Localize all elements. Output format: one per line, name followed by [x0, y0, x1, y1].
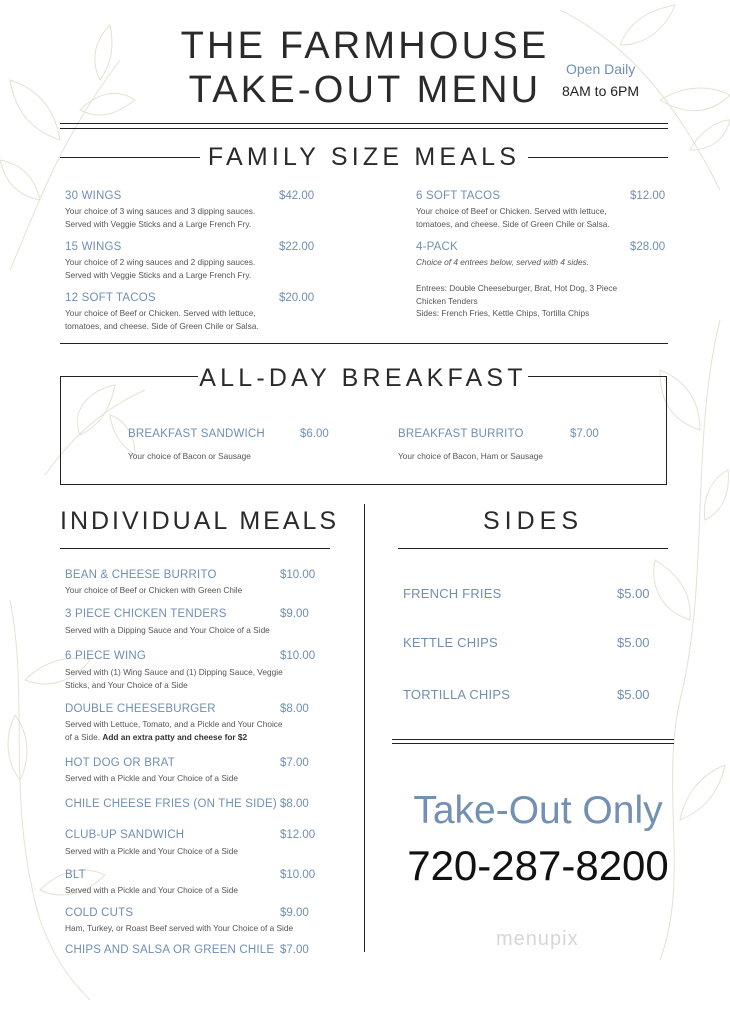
individual-title-underline	[60, 548, 330, 549]
title-line-2: TAKE-OUT MENU	[188, 69, 542, 111]
item-price: $5.00	[617, 635, 650, 650]
item-name: 3 PIECE CHICKEN TENDERS	[65, 608, 227, 620]
item-price: $10.00	[280, 650, 316, 662]
item-price: $20.00	[279, 292, 315, 304]
desc-text: of a Side.	[65, 731, 101, 742]
sides-section-title: SIDES	[482, 507, 584, 535]
item-description: Your choice of Bacon, Ham or Sausage	[398, 451, 543, 461]
desc-line: tomatoes, and cheese. Side of Green Chile or Salsa.	[65, 320, 259, 331]
item-price: $8.00	[280, 798, 309, 810]
item-description: Choice of 4 entrees below, served with 4 sides.	[416, 257, 589, 267]
desc-line: Served with Veggie Sticks and a Large French Fry.	[65, 218, 252, 229]
item-price: $6.00	[300, 428, 329, 440]
desc-line: Served with Lettuce, Tomato, and a Pickle and Your Choice	[65, 719, 283, 729]
item-price: $12.00	[280, 829, 316, 841]
sides-title-underline	[398, 548, 668, 549]
pack-entrees	[416, 282, 676, 320]
desc-line: Served with (1) Wing Sauce and (1) Dipping Sauce, Veggie	[65, 667, 283, 677]
item-name: FRENCH FRIES	[403, 586, 502, 601]
item-description: Ham, Turkey, or Roast Beef served with Your Choice of a Side	[65, 923, 294, 933]
item-description: Served with a Pickle and Your Choice of a Side	[65, 846, 238, 856]
item-name: CLUB-UP SANDWICH	[65, 829, 185, 841]
header-divider-bottom	[60, 128, 668, 129]
item-name: 12 SOFT TACOS	[65, 292, 156, 304]
item-name: 6 SOFT TACOS	[416, 190, 501, 202]
desc-line: Your choice of 3 wing sauces and 3 dipping sauces.	[65, 206, 256, 216]
desc-line: Your choice of Beef or Chicken. Served with lettuce,	[65, 308, 256, 318]
item-name: TORTILLA CHIPS	[403, 687, 511, 702]
item-price: $7.00	[280, 944, 309, 956]
item-description	[65, 205, 325, 230]
item-price: $8.00	[280, 703, 309, 715]
item-name: BEAN & CHEESE BURRITO	[65, 569, 217, 581]
item-description: Served with a Dipping Sauce and Your Choice of a Side	[65, 625, 270, 635]
item-price: $22.00	[279, 241, 315, 253]
item-name: 30 WINGS	[65, 190, 122, 202]
item-price: $5.00	[617, 687, 650, 702]
breakfast-section-title: ALL-DAY BREAKFAST	[199, 364, 527, 392]
menupix-watermark: menupix	[496, 928, 579, 950]
item-description: Your choice of Bacon or Sausage	[128, 451, 251, 461]
header-divider-top	[60, 123, 668, 124]
desc-line: Your choice of 2 wing sauces and 2 dipping sauces.	[65, 257, 256, 267]
pack-sides-line: Sides: French Fries, Kettle Chips, Tortilla Chips	[416, 308, 590, 318]
center-column-divider	[364, 504, 365, 952]
takeout-only-text: Take-Out Only	[413, 789, 663, 832]
item-description	[416, 205, 676, 230]
item-price: $9.00	[280, 907, 309, 919]
desc-line: Served with Veggie Sticks and a Large French Fry.	[65, 269, 252, 280]
desc-line: Sticks, and Your Choice of a Side	[65, 679, 188, 690]
desc-line	[65, 731, 345, 744]
individual-section-title: INDIVIDUAL MEALS	[60, 507, 340, 535]
item-price: $7.00	[570, 428, 599, 440]
entrees-line: Chicken Tenders	[416, 295, 478, 306]
item-name: BREAKFAST BURRITO	[398, 428, 524, 440]
item-price: $9.00	[280, 608, 309, 620]
leaf-decoration-top-right-icon	[560, 0, 730, 200]
item-name: CHIPS AND SALSA OR GREEN CHILE	[65, 944, 275, 956]
family-section-title: FAMILY SIZE MEALS	[207, 143, 521, 171]
sides-divider-top	[392, 739, 674, 740]
item-name: DOUBLE CHEESEBURGER	[65, 703, 216, 715]
item-name: 6 PIECE WING	[65, 650, 146, 662]
family-title-rule-left	[60, 157, 200, 158]
item-price: $10.00	[280, 869, 316, 881]
family-section-bottom-rule	[60, 343, 668, 344]
item-description	[65, 256, 325, 281]
item-name: 15 WINGS	[65, 241, 122, 253]
desc-line: tomatoes, and cheese. Side of Green Chile or Salsa.	[416, 218, 610, 229]
item-price: $7.00	[280, 757, 309, 769]
item-description	[65, 307, 325, 332]
desc-line: Your choice of Beef or Chicken. Served with lettuce,	[416, 206, 607, 216]
item-price: $42.00	[279, 190, 315, 202]
item-price: $10.00	[280, 569, 316, 581]
item-price: $12.00	[630, 190, 666, 202]
item-description	[65, 666, 335, 691]
open-daily-label: Open Daily	[566, 61, 636, 77]
item-name: BREAKFAST SANDWICH	[128, 428, 265, 440]
item-name: 4-PACK	[416, 241, 458, 253]
entrees-line: Entrees: Double Cheeseburger, Brat, Hot Dog, 3 Piece	[416, 283, 618, 293]
item-description: Served with a Pickle and Your Choice of a Side	[65, 773, 238, 783]
item-name: KETTLE CHIPS	[403, 635, 498, 650]
item-name: BLT	[65, 869, 86, 881]
hours-text: 8AM to 6PM	[562, 83, 640, 99]
family-title-rule-right	[528, 157, 668, 158]
item-price: $5.00	[617, 586, 650, 601]
menu-title	[150, 24, 580, 112]
phone-number: 720-287-8200	[407, 842, 669, 889]
item-description: Served with a Pickle and Your Choice of a Side	[65, 885, 238, 895]
item-price: $28.00	[630, 241, 666, 253]
item-name: CHILE CHEESE FRIES (ON THE SIDE)	[65, 798, 277, 810]
item-description: Your choice of Beef or Chicken with Green Chile	[65, 585, 243, 595]
extra-patty-note: Add an extra patty and cheese for $2	[102, 731, 248, 742]
title-line-1: THE FARMHOUSE	[180, 25, 550, 67]
sides-divider-bottom	[392, 743, 674, 744]
item-name: HOT DOG OR BRAT	[65, 757, 175, 769]
item-description	[65, 718, 345, 743]
item-name: COLD CUTS	[65, 907, 134, 919]
